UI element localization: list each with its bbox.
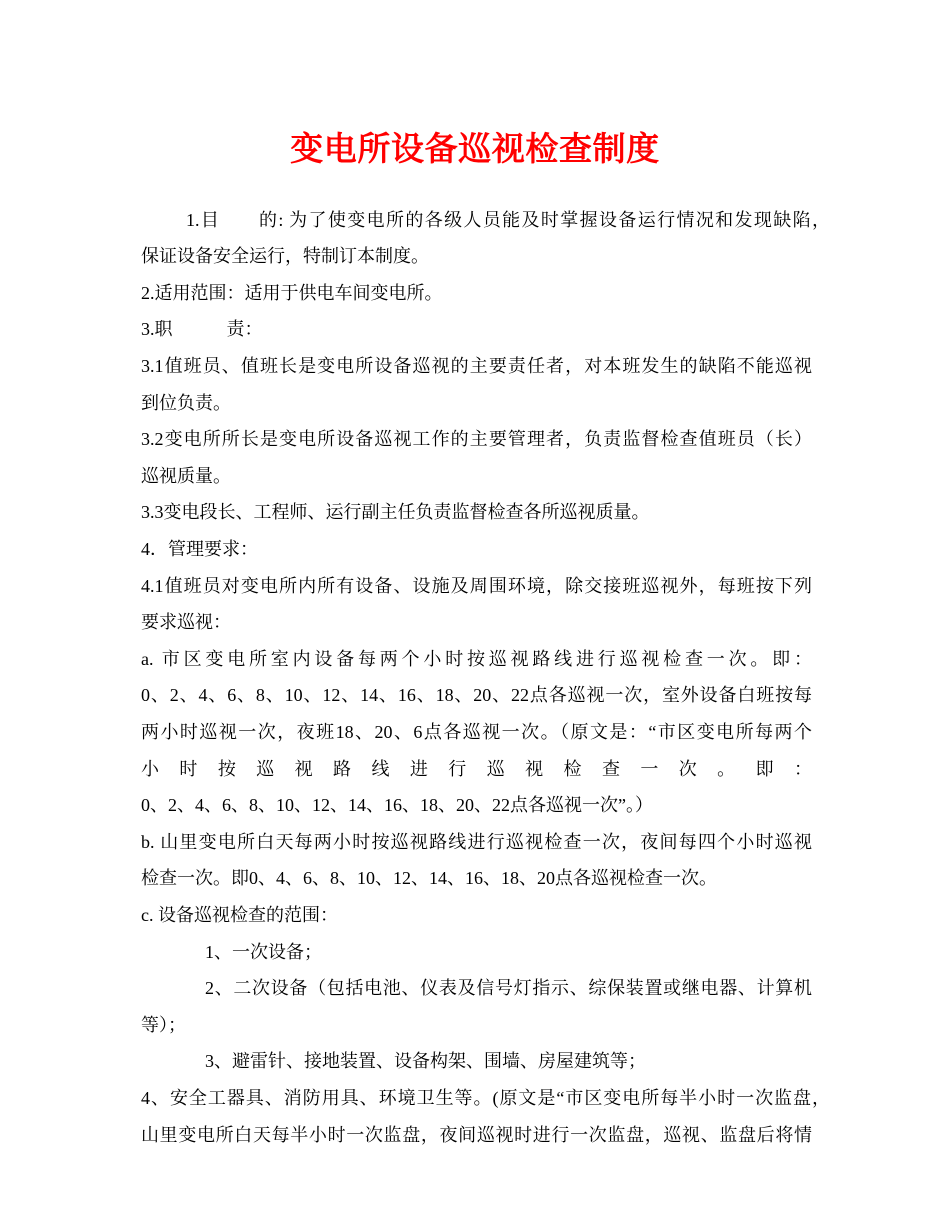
- text-line: 4、安全工器具、消防用具、环境卫生等。(原文是“市区变电所每半小时一次监盘，: [141, 1087, 830, 1108]
- text-line: 3.1值班员、值班长是变电所设备巡视的主要责任者，对本班发生的缺陷不能巡视: [141, 356, 812, 377]
- text-line: 到位负责。: [141, 392, 231, 413]
- document-body: [141, 202, 841, 1153]
- text-line: 2.适用范围：适用于供电车间变电所。: [141, 282, 443, 303]
- paragraph-4-1: [141, 568, 841, 641]
- section-heading-responsibilities: [141, 311, 841, 348]
- text-line: 两小时巡视一次，夜班18、20、6点各巡视一次。（原文是：“市区变电所每两个: [141, 722, 812, 742]
- scope-item-4: [141, 1080, 841, 1153]
- text-line: 保证设备安全运行，特制订本制度。: [141, 246, 429, 267]
- text-line: c. 设备巡视检查的范围：: [141, 904, 338, 925]
- paragraph-scope: [141, 275, 841, 312]
- text-line: 0、2、4、6、8、10、12、14、16、18、20、22点各巡视一次”。）: [141, 795, 653, 816]
- text-line: 要求巡视：: [141, 612, 231, 633]
- text-line: 等）；: [141, 1014, 186, 1035]
- item-c: [141, 897, 841, 934]
- text-line: 4.1值班员对变电所内所有设备、设施及周围环境，除交接班巡视外，每班按下列: [141, 575, 812, 596]
- text-line: 小时按巡视路线进行巡视检查一次。即：: [141, 758, 812, 779]
- scope-item-3: [141, 1043, 841, 1080]
- scope-item-1: [141, 934, 841, 971]
- text-line: 巡视质量。: [141, 465, 231, 486]
- document-title: 变电所设备巡视检查制度: [290, 132, 660, 168]
- text-line: b. 山里变电所白天每两小时按巡视路线进行巡视检查一次，夜间每四个小时巡视: [141, 831, 812, 852]
- text-line: 4．管理要求：: [141, 539, 258, 560]
- text-line: 3.职 责：: [141, 319, 263, 340]
- text-line: 3、避雷针、接地装置、设备构架、围墙、房屋建筑等；: [205, 1051, 646, 1072]
- section-heading-management: [141, 531, 841, 568]
- paragraph-purpose: [141, 202, 841, 275]
- text-line: 0、2、4、6、8、10、12、14、16、18、20、22点各巡视一次，室外设备白班按每: [141, 685, 812, 706]
- text-line: a. 市区变电所室内设备每两个小时按巡视路线进行巡视检查一次。即：: [141, 648, 812, 669]
- text-line: 1.目 的: 为了使变电所的各级人员能及时掌握设备运行情况和发现缺陷，: [186, 209, 830, 230]
- item-a: [141, 641, 841, 824]
- text-line: 检查一次。即0、4、6、8、10、12、14、16、18、20点各巡视检查一次。: [141, 868, 717, 889]
- paragraph-3-1: [141, 348, 841, 421]
- paragraph-3-3: [141, 494, 841, 531]
- scope-item-2: [141, 970, 841, 1043]
- text-line: 3.3变电段长、工程师、运行副主任负责监督检查各所巡视质量。: [141, 502, 650, 523]
- paragraph-3-2: [141, 421, 841, 494]
- text-line: 1、一次设备；: [205, 941, 322, 962]
- text-line: 3.2变电所所长是变电所设备巡视工作的主要管理者，负责监督检查值班员（长）: [141, 429, 812, 450]
- item-b: [141, 824, 841, 897]
- text-line: 山里变电所白天每半小时一次监盘，夜间巡视时进行一次监盘，巡视、监盘后将情: [141, 1124, 812, 1145]
- text-line: 2、二次设备（包括电池、仪表及信号灯指示、综保装置或继电器、计算机: [205, 978, 812, 999]
